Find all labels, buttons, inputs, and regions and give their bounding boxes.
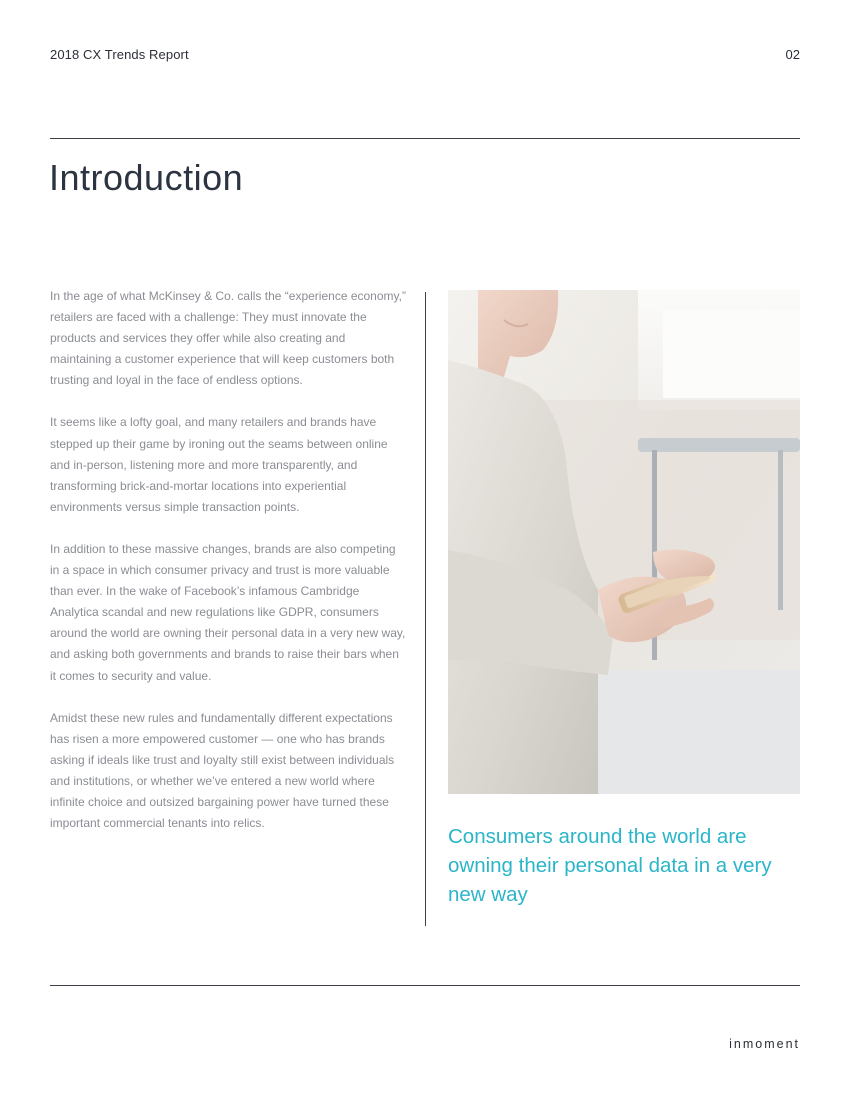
woman-with-phone-photo — [448, 290, 800, 794]
top-divider — [50, 138, 800, 139]
inmoment-logo: inmoment — [729, 1037, 800, 1051]
report-title: 2018 CX Trends Report — [50, 47, 189, 62]
page-title: Introduction — [49, 157, 244, 198]
body-paragraph: It seems like a lofty goal, and many retailers and brands have stepped up their game by ironing out the seams between online and in-person, listening more and more transparently, and transforming brick-and-mortar locations into experiential environments versus simple transaction points. — [50, 415, 388, 514]
bottom-divider — [50, 985, 800, 986]
column-divider — [425, 292, 426, 926]
body-text-column — [50, 286, 406, 855]
body-paragraph: In the age of what McKinsey & Co. calls the “experience economy,” retailers are faced with a challenge: They must innovate the products and services they offer while also creating and maintaining a customer experience that will keep customers both trusting and loyal in the face of endless options. — [50, 289, 406, 388]
body-paragraph: In addition to these massive changes, brands are also competing in a space in which consumer privacy and trust is more valuable than ever. In the wake of Facebook’s infamous Cambridge Analytica scandal and new regulations like GDPR, consumers around the world are owning their personal data in a very new way, and asking both governments and brands to raise their bars when it comes to security and value. — [50, 541, 406, 683]
page-number: 02 — [785, 47, 800, 62]
body-paragraph: Amidst these new rules and fundamentally different expectations has risen a more empowered customer — one who has brands asking if ideals like trust and loyalty still exist between individuals and institutions, or whether we’ve entered a new world where infinite choice and outsized bargaining power have turned these important commercial tenants into relics. — [50, 710, 395, 831]
pull-quote: Consumers around the world are owning their personal data in a very new way — [448, 825, 772, 906]
